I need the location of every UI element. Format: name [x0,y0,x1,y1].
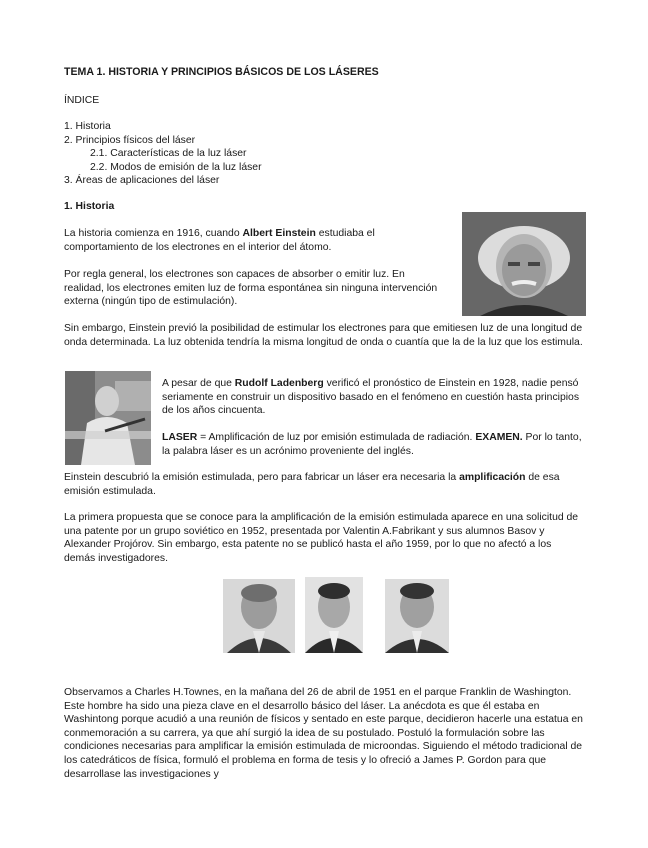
ladenberg-photo [65,371,151,465]
toc-item: 3. Áreas de aplicaciones del láser [64,175,220,187]
paragraph [162,377,580,418]
bold-text: amplificación [459,472,526,483]
section-heading: 1. Historia [64,201,115,212]
paragraph [162,431,582,458]
index-heading: ÍNDICE [64,95,100,106]
paragraph: Por regla general, los electrones son capaces de absorber o emitir luz. En realidad, los electrones emiten luz de forma espontánea sin ninguna intervención externa (ningún tipo de estimulación). [64,269,438,308]
paragraph-text: A pesar de que [162,378,235,389]
paragraph: La primera propuesta que se conoce para la amplificación de la emisión estimulada aparece en una solicitud de una patente por un grupo soviético en 1952, presentada por Valentin A.Fabrikant y sus alumnos Basov y Alexander Projórov. Sin embargo, esta patente no se publicó hasta el año 1959, por lo que no afectó a los demás investigadores. [64,512,579,564]
paragraph-text: verificó el pronóstico de Einstein en 1928, nadie pensó seriamente en construir un dispositivo basado en el fenómeno en cuestión hasta principios de los años cincuenta. [162,378,580,417]
bold-text: EXAMEN. [475,432,523,443]
basov-photo [305,577,363,653]
paragraph [64,227,414,254]
toc-item: 2.2. Modos de emisión de la luz láser [90,161,262,173]
table-of-contents [64,120,262,188]
paragraph: Observamos a Charles H.Townes, en la mañana del 26 de abril de 1951 en el parque Franklin de Washington. Este hombre ha sido una pieza clave en el desarrollo básico del láser. La anécdota es que él estaba en Washintong porque acudió a una reunión de físicos y sentado en este parque, decidieron hacerle una estatua en conmemoración a su carrera, ya que ahí surgió la idea de su postulado. Postuló la formulación sobre las condiciones necesarias para amplificar la emisión estimulada de microondas. Siguiendo el método tradicional de los catedráticos de física, formuló el problema en forma de tesis y lo ofreció a James P. Gordon para que desarrollase las investigaciones y [64,687,583,780]
toc-item: 1. Historia [64,121,111,132]
page-title: TEMA 1. HISTORIA Y PRINCIPIOS BÁSICOS DE LOS LÁSERES [64,66,379,78]
paragraph [64,471,584,498]
paragraph-text: La historia comienza en 1916, cuando [64,228,243,239]
toc-item: 2. Principios físicos del láser [64,134,196,146]
toc-item: 2.1. Características de la luz láser [90,148,247,160]
einstein-photo [462,212,586,316]
paragraph: Sin embargo, Einstein previó la posibilidad de estimular los electrones para que emitiesen luz de una longitud de onda determinada. La luz obtenida tendría la misma longitud de onda o cuantía que la de la luz que los estimula. [64,323,583,348]
paragraph-text: estudiaba el comportamiento de los electrones en el interior del átomo. [64,228,375,253]
paragraph-text: Einstein descubrió la emisión estimulada, pero para fabricar un láser era necesaria la [64,472,460,483]
bold-text: LASER [162,432,198,443]
fabrikant-photo [223,579,295,653]
prokhorov-photo [385,579,449,653]
paragraph-text: de esa emisión estimulada. [64,472,560,497]
paragraph-text: = Amplificación de luz por emisión estimulada de radiación. [197,432,476,443]
bold-text: Albert Einstein [242,228,316,239]
paragraph-text: Por lo tanto, la palabra láser es un acrónimo proveniente del inglés. [162,432,582,457]
bold-text: Rudolf Ladenberg [234,378,324,389]
